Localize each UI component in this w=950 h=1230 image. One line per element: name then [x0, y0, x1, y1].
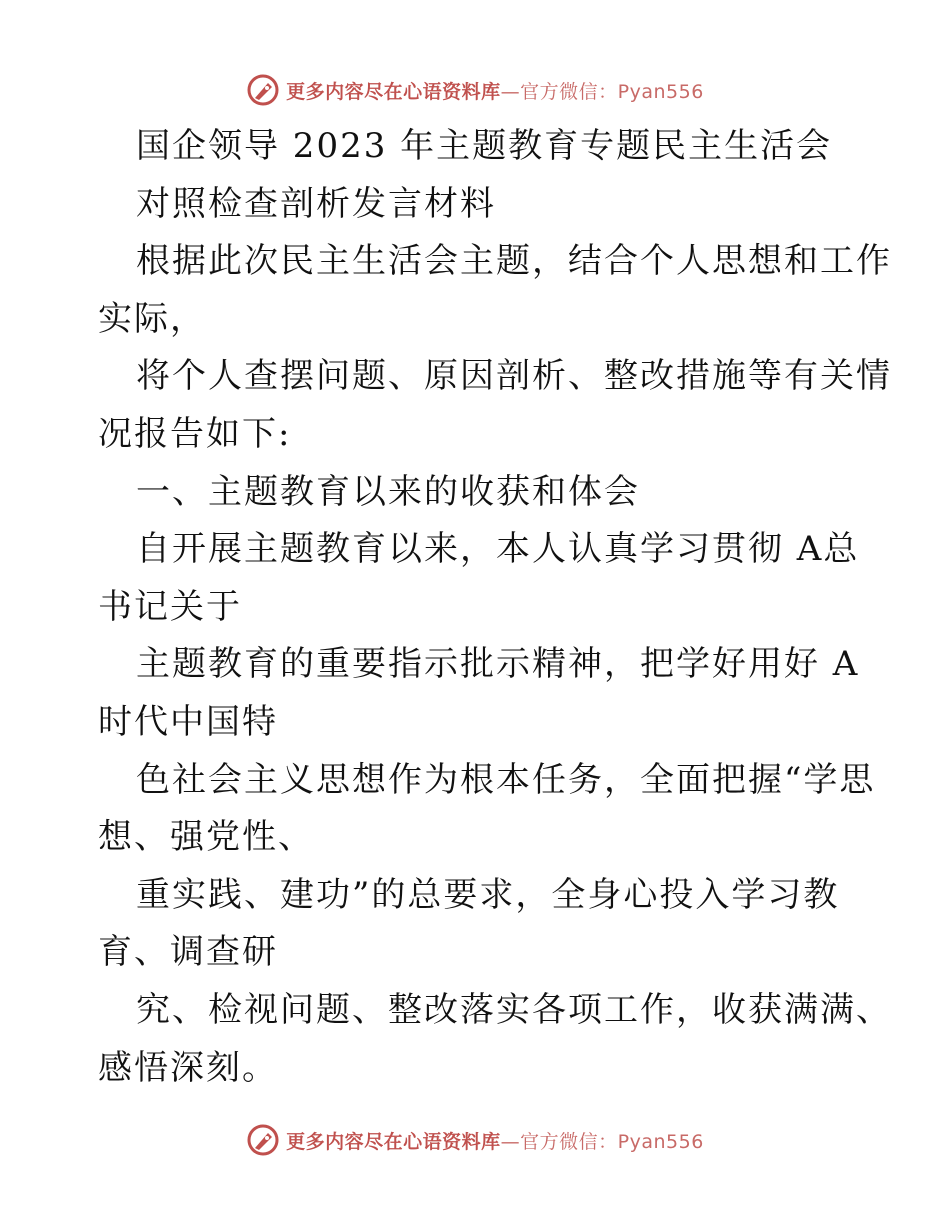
- section-heading: 一、主题教育以来的收获和体会: [136, 471, 640, 512]
- paragraph-line: 根据此次民主生活会主题，结合个人思想和工作: [136, 241, 892, 282]
- paragraph-line: 书记关于: [98, 586, 242, 627]
- watermark-banner-top: [0, 70, 950, 110]
- paragraph-line: 实际，: [98, 298, 206, 339]
- paragraph-line: 究、检视问题、整改落实各项工作，收获满满、: [136, 989, 892, 1030]
- paragraph-line: 想、强党性、: [98, 817, 314, 858]
- doc-title-line-2: 对照检查剖析发言材料: [136, 183, 496, 224]
- paragraph-line: 将个人查摆问题、原因剖析、整改措施等有关情: [136, 356, 892, 397]
- paragraph-line: 感悟深刻。: [98, 1047, 278, 1088]
- watermark-banner-bottom: [0, 1120, 950, 1160]
- paragraph-line: 自开展主题教育以来，本人认真学习贯彻 A总: [136, 529, 860, 570]
- watermark-text: 更多内容尽在心语资料库—官方微信：Pyan556: [286, 80, 704, 103]
- paragraph-line: 重实践、建功”的总要求，全身心投入学习教: [136, 874, 840, 915]
- pen-nib-circle-icon: [246, 1123, 280, 1157]
- doc-title-line-1: 国企领导 2023 年主题教育专题民主生活会: [136, 126, 833, 166]
- watermark-text: 更多内容尽在心语资料库—官方微信：Pyan556: [286, 1130, 704, 1153]
- paragraph-line: 主题教育的重要指示批示精神，把学好用好 A: [136, 644, 860, 685]
- document-body: [98, 118, 892, 1097]
- pen-nib-circle-icon: [246, 73, 280, 107]
- paragraph-line: 色社会主义思想作为根本任务，全面把握“学思: [136, 759, 876, 800]
- paragraph-line: 时代中国特: [98, 701, 278, 742]
- paragraph-line: 况报告如下:: [98, 413, 292, 454]
- paragraph-line: 育、调查研: [98, 932, 278, 973]
